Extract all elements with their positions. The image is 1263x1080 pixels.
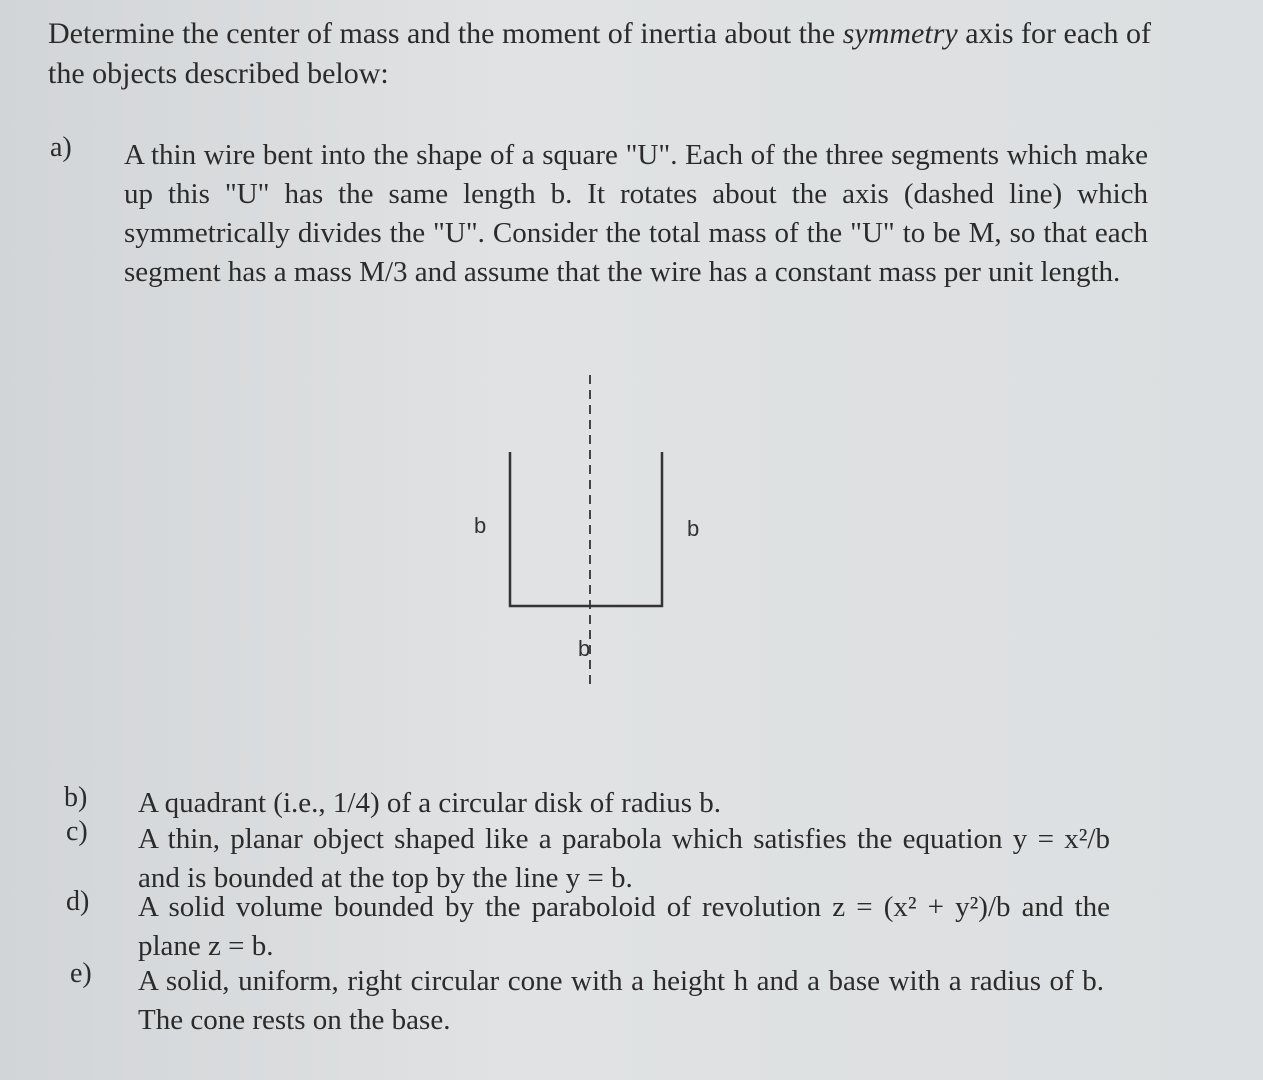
problem-intro — [48, 14, 1188, 94]
intro-text-before: Determine the center of mass and the moment of inertia about the — [48, 17, 843, 50]
part-b-label: b) — [64, 782, 88, 813]
part-d-label: d) — [66, 886, 90, 917]
u-wire-figure — [470, 370, 730, 690]
part-c-text: A thin, planar object shaped like a parabola which satisfies the equation y = x²/b and is bounded at the top by the line y = b. — [138, 823, 1110, 894]
part-e-label: e) — [70, 958, 92, 989]
right-segment-label: b — [687, 516, 700, 541]
part-e-text: A solid, uniform, right circular cone with a height h and a base with a radius of b. The cone rests on the base. — [138, 965, 1104, 1036]
part-a-text: A thin wire bent into the shape of a square "U". Each of the three segments which make up this "U" has the same length b. It rotates about the axis (dashed line) which symmetrically divides the "U". Consider the total mass of the "U" to be M, so that each segment has a mass M/3 and assume that the wire has a constant mass per unit length. — [124, 139, 1148, 288]
bottom-segment-label: b — [578, 636, 591, 661]
part-c-label: c) — [66, 816, 88, 847]
part-d-text: A solid volume bounded by the paraboloid of revolution z = (x² + y²)/b and the plane z = b. — [138, 891, 1110, 962]
u-wire-shape — [510, 452, 662, 606]
intro-emphasis: symmetry — [842, 17, 958, 50]
intro-text-after: axis for each of the objects described below: — [48, 17, 1151, 90]
part-b-text: A quadrant (i.e., 1/4) of a circular disk of radius b. — [138, 787, 722, 819]
part-a-label: a) — [50, 132, 72, 163]
left-segment-label: b — [474, 513, 487, 538]
